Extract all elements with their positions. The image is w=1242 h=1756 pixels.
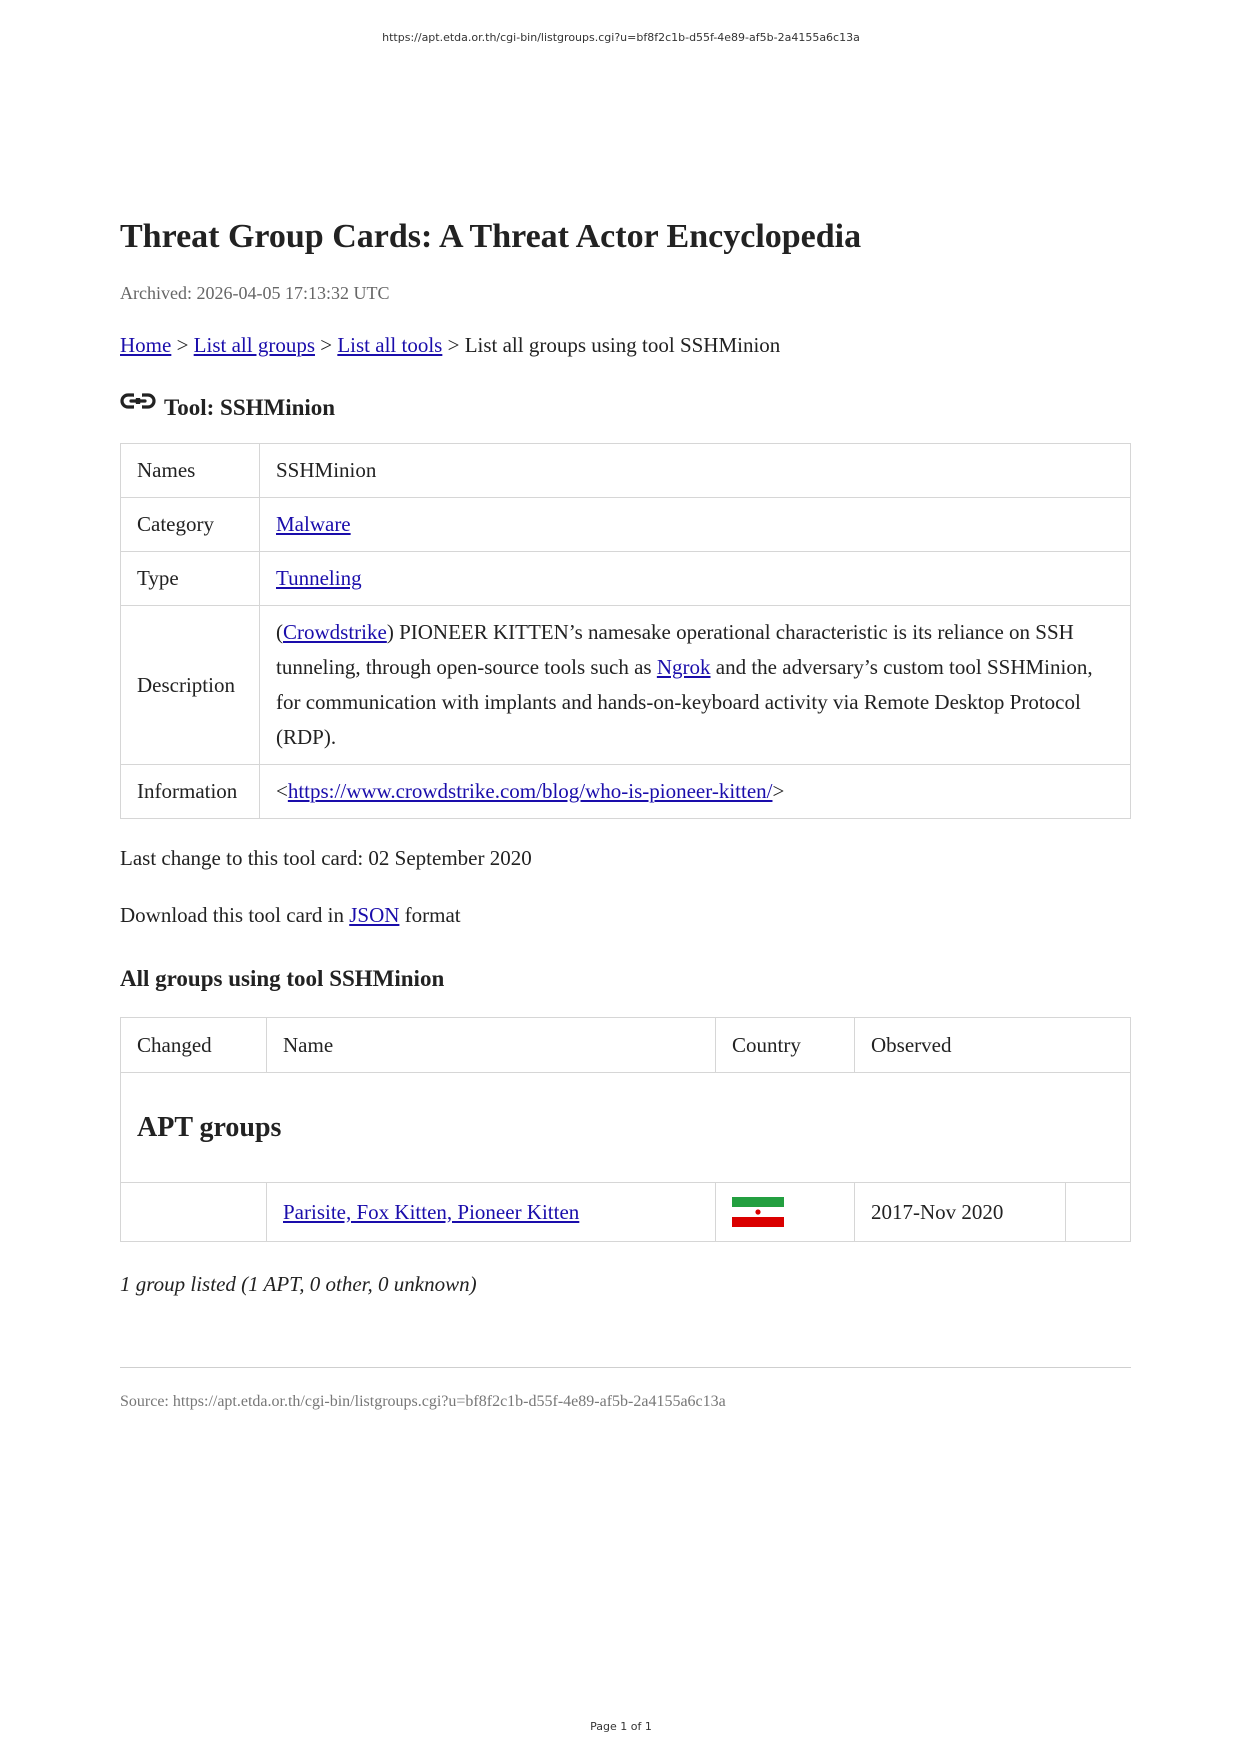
iran-flag-icon [732,1197,784,1227]
category-link[interactable]: Malware [276,512,351,536]
link-icon [120,388,156,416]
group-name-link[interactable]: Parisite, Fox Kitten, Pioneer Kitten [283,1199,580,1224]
apt-groups-section [121,1073,1131,1183]
changed-cell [121,1183,267,1242]
section-title: APT groups [137,1111,282,1143]
category-label: Category [121,498,260,552]
print-header-url: https://apt.etda.or.th/cgi-bin/listgroups.cgi?u=bf8f2c1b-d55f-4e89-af5b-2a4155a6c13a [382,31,860,44]
information-label: Information [121,765,260,819]
names-label: Names [121,444,260,498]
table-row [121,444,1131,498]
country-cell [716,1183,855,1242]
breadcrumb-tools-link[interactable]: List all tools [337,333,443,357]
tool-heading-text: Tool: SSHMinion [164,395,336,420]
download-suffix: format [399,903,461,927]
tool-card-table [120,443,1131,819]
desc-paren: ( [276,620,283,644]
breadcrumb-home-link[interactable]: Home [120,333,172,357]
information-value [260,765,1131,819]
last-change-text: Last change to this tool card: 02 September 2020 [120,846,532,870]
description-value [260,606,1131,765]
description-label: Description [121,606,260,765]
info-bracket: < [276,779,288,803]
breadcrumb-groups-link[interactable]: List all groups [193,333,315,357]
extra-cell [1066,1183,1131,1242]
tool-heading [120,392,1131,424]
column-header-observed: Observed [855,1018,1131,1073]
table-row [121,1183,1131,1242]
groups-heading: All groups using tool SSHMinion [120,966,445,991]
info-bracket: > [772,779,785,803]
breadcrumb-separator: > [315,333,338,357]
groups-table [120,1017,1131,1242]
desc-text: and the adversary’s custom tool SSHMinion, for communication with implants and hands-on-keyboard activity via Remote Desktop Protocol (RDP). [276,655,1093,749]
table-row [121,552,1131,606]
download-line [120,900,1131,930]
column-header-name: Name [267,1018,716,1073]
section-row [121,1073,1131,1183]
archived-timestamp: Archived: 2026-04-05 17:13:32 UTC [120,283,390,303]
json-download-link[interactable]: JSON [349,903,400,927]
column-header-country: Country [716,1018,855,1073]
table-row [121,498,1131,552]
groups-summary: 1 group listed (1 APT, 0 other, 0 unknown) [120,1272,477,1296]
breadcrumb-separator: > [442,333,465,357]
divider [120,1367,1131,1368]
table-row [121,765,1131,819]
breadcrumb-current: List all groups using tool SSHMinion [464,333,781,357]
type-label: Type [121,552,260,606]
observed-cell: 2017-Nov 2020 [855,1183,1066,1242]
column-header-changed: Changed [121,1018,267,1073]
information-link[interactable]: https://www.crowdstrike.com/blog/who-is-pioneer-kitten/ [287,779,773,803]
table-header-row [121,1018,1131,1073]
names-value: SSHMinion [260,444,1131,498]
download-prefix: Download this tool card in [120,903,350,927]
desc-text: ) PIONEER KITTEN’s namesake operational characteristic is its reliance on SSH tunneling, through open-source tools such as [276,620,1074,679]
type-link[interactable]: Tunneling [276,566,362,590]
type-cell [260,552,1131,606]
page-title: Threat Group Cards: A Threat Actor Encyclopedia [120,218,862,255]
category-cell [260,498,1131,552]
source-url: Source: https://apt.etda.or.th/cgi-bin/listgroups.cgi?u=bf8f2c1b-d55f-4e89-af5b-2a4155a6c13a [120,1393,726,1410]
table-row [121,606,1131,765]
name-cell [267,1183,716,1242]
page-content [120,210,1131,1414]
breadcrumb [120,330,1131,360]
crowdstrike-link[interactable]: Crowdstrike [283,620,387,644]
ngrok-link[interactable]: Ngrok [656,655,711,679]
breadcrumb-separator: > [171,333,194,357]
page-number: Page 1 of 1 [590,1720,652,1733]
